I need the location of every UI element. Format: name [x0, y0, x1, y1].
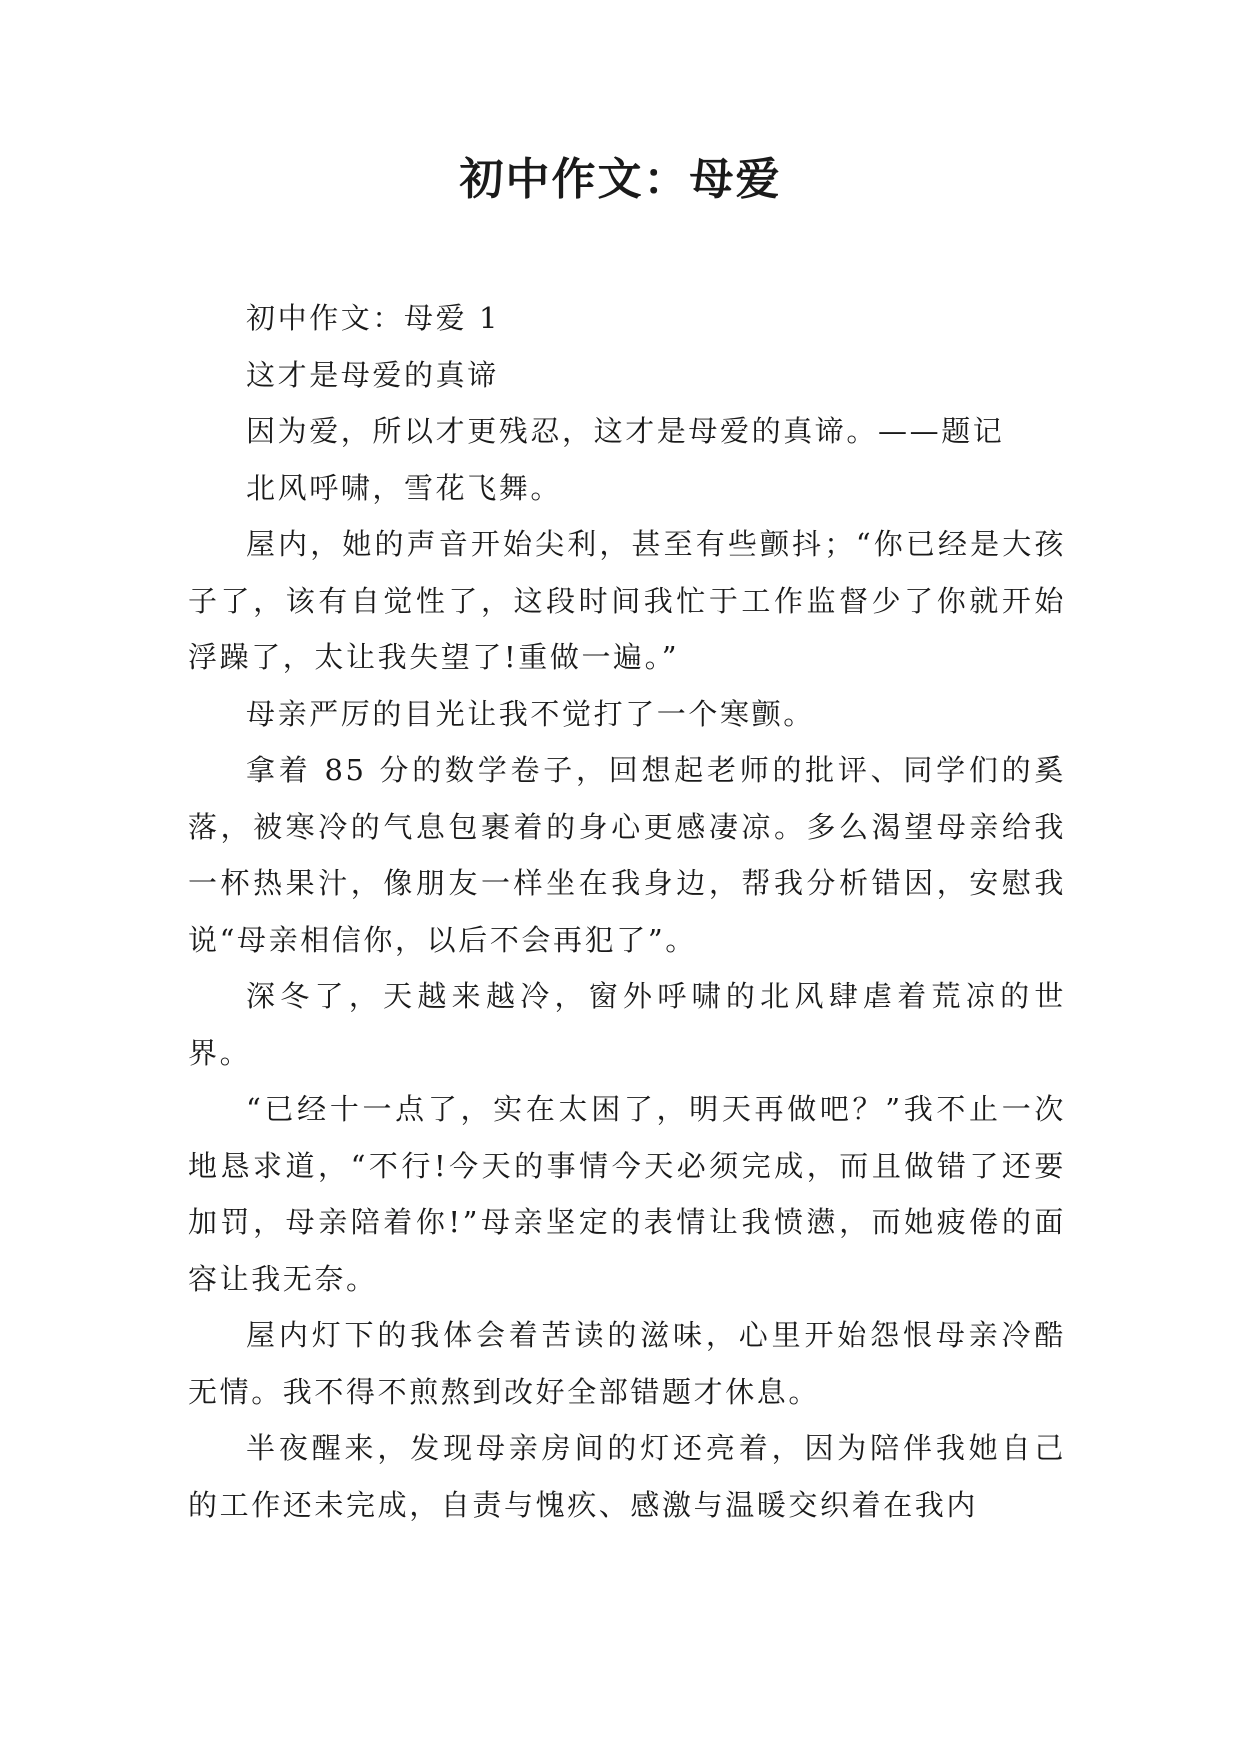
paragraph: 北风呼啸，雪花飞舞。	[246, 470, 563, 505]
paragraph: “已经十一点了，实在太困了，明天再做吧？”我不止一次地恳求道，“不行!今天的事情今天必须完成，而且做错了还要加罚，母亲陪着你!”母亲坚定的表情让我愤懑，而她疲倦的面容让我无奈。	[188, 1092, 1066, 1296]
paragraph: 半夜醒来，发现母亲房间的灯还亮着，因为陪伴我她自己的工作还未完成，自责与愧疚、感激与温暖交织着在我内	[188, 1431, 1066, 1522]
document-title: 初中作文：母爱	[459, 154, 782, 205]
paragraph: 这才是母爱的真谛	[246, 357, 499, 392]
paragraph: 初中作文：母爱 1	[246, 301, 501, 335]
paragraph: 深冬了，天越来越冷，窗外呼啸的北风肆虐着荒凉的世界。	[188, 979, 1066, 1070]
paragraph: 拿着 85 分的数学卷子，回想起老师的批评、同学们的奚落，被寒冷的气息包裹着的身心更感凄凉。多么渴望母亲给我一杯热果汁，像朋友一样坐在我身边，帮我分析错因，安慰我说“母亲相信你，以后不会再犯了”。	[188, 753, 1066, 957]
paragraph: 因为爱，所以才更残忍，这才是母爱的真谛。——题记	[246, 414, 1005, 448]
paragraph: 屋内，她的声音开始尖利，甚至有些颤抖；“你已经是大孩子了，该有自觉性了，这段时间我忙于工作监督少了你就开始浮躁了，太让我失望了!重做一遍。”	[188, 527, 1066, 674]
paragraph: 屋内灯下的我体会着苦读的滋味，心里开始怨恨母亲冷酷无情。我不得不煎熬到改好全部错题才休息。	[188, 1318, 1066, 1409]
paragraph: 母亲严厉的目光让我不觉打了一个寒颤。	[246, 696, 815, 731]
document-body	[188, 290, 1066, 1533]
